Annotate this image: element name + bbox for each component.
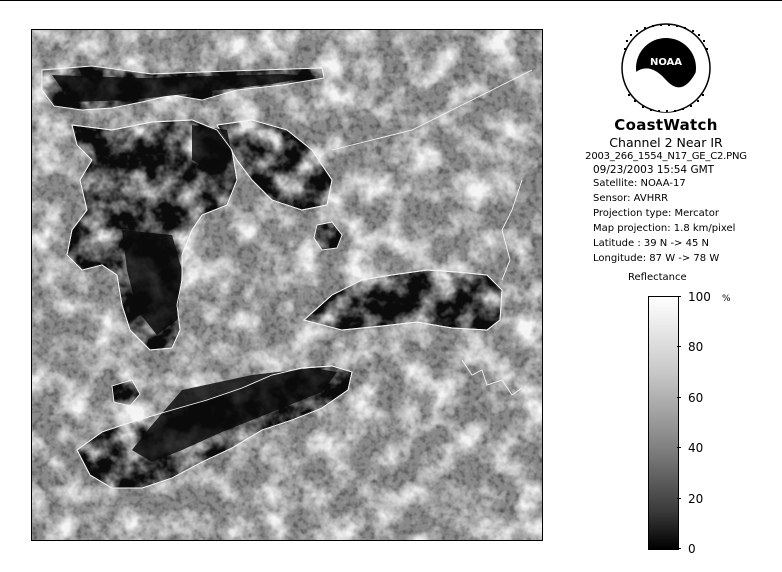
- logo-text: NOAA: [649, 57, 683, 68]
- colorbar-tick-label: 0: [688, 542, 696, 556]
- projection-type-line: Projection type: Mercator: [593, 208, 719, 219]
- sensor-line: Sensor: AVHRR: [593, 193, 669, 204]
- latitude-line: Latitude : 39 N -> 45 N: [593, 238, 709, 249]
- colorbar: [648, 296, 679, 550]
- colorbar-tick: [677, 346, 681, 347]
- top-border-line: [0, 0, 782, 1]
- caption-block: [566, 116, 766, 266]
- colorbar-tick: [677, 548, 681, 549]
- colorbar-tick: [677, 498, 681, 499]
- longitude-line: Longitude: 87 W -> 78 W: [593, 253, 720, 264]
- colorbar-tick-label: 40: [688, 441, 704, 455]
- thin-cloud-speckle: [32, 30, 542, 540]
- channel-label: Channel 2 Near IR: [609, 135, 723, 150]
- map-projection-line: Map projection: 1.8 km/pixel: [593, 223, 736, 234]
- satellite-image: [32, 30, 542, 540]
- brand-title: CoastWatch: [614, 116, 718, 134]
- satellite-image-frame: [31, 29, 543, 541]
- colorbar-tick: [677, 397, 681, 398]
- filename-label: 2003_266_1554_N17_GE_C2.PNG: [585, 151, 747, 162]
- colorbar-title: Reflectance: [628, 272, 687, 283]
- colorbar-tick: [677, 296, 681, 297]
- colorbar-tick-label: 60: [688, 391, 704, 405]
- colorbar-tick-label: 20: [688, 492, 704, 506]
- satellite-line: Satellite: NOAA-17: [593, 178, 686, 189]
- datetime-label: 09/23/2003 15:54 GMT: [593, 164, 715, 176]
- colorbar-tick-label: 80: [688, 340, 704, 354]
- colorbar-tick: [677, 447, 681, 448]
- colorbar-unit: %: [722, 294, 731, 304]
- noaa-logo: [620, 22, 712, 114]
- colorbar-tick-label: 100: [688, 290, 711, 304]
